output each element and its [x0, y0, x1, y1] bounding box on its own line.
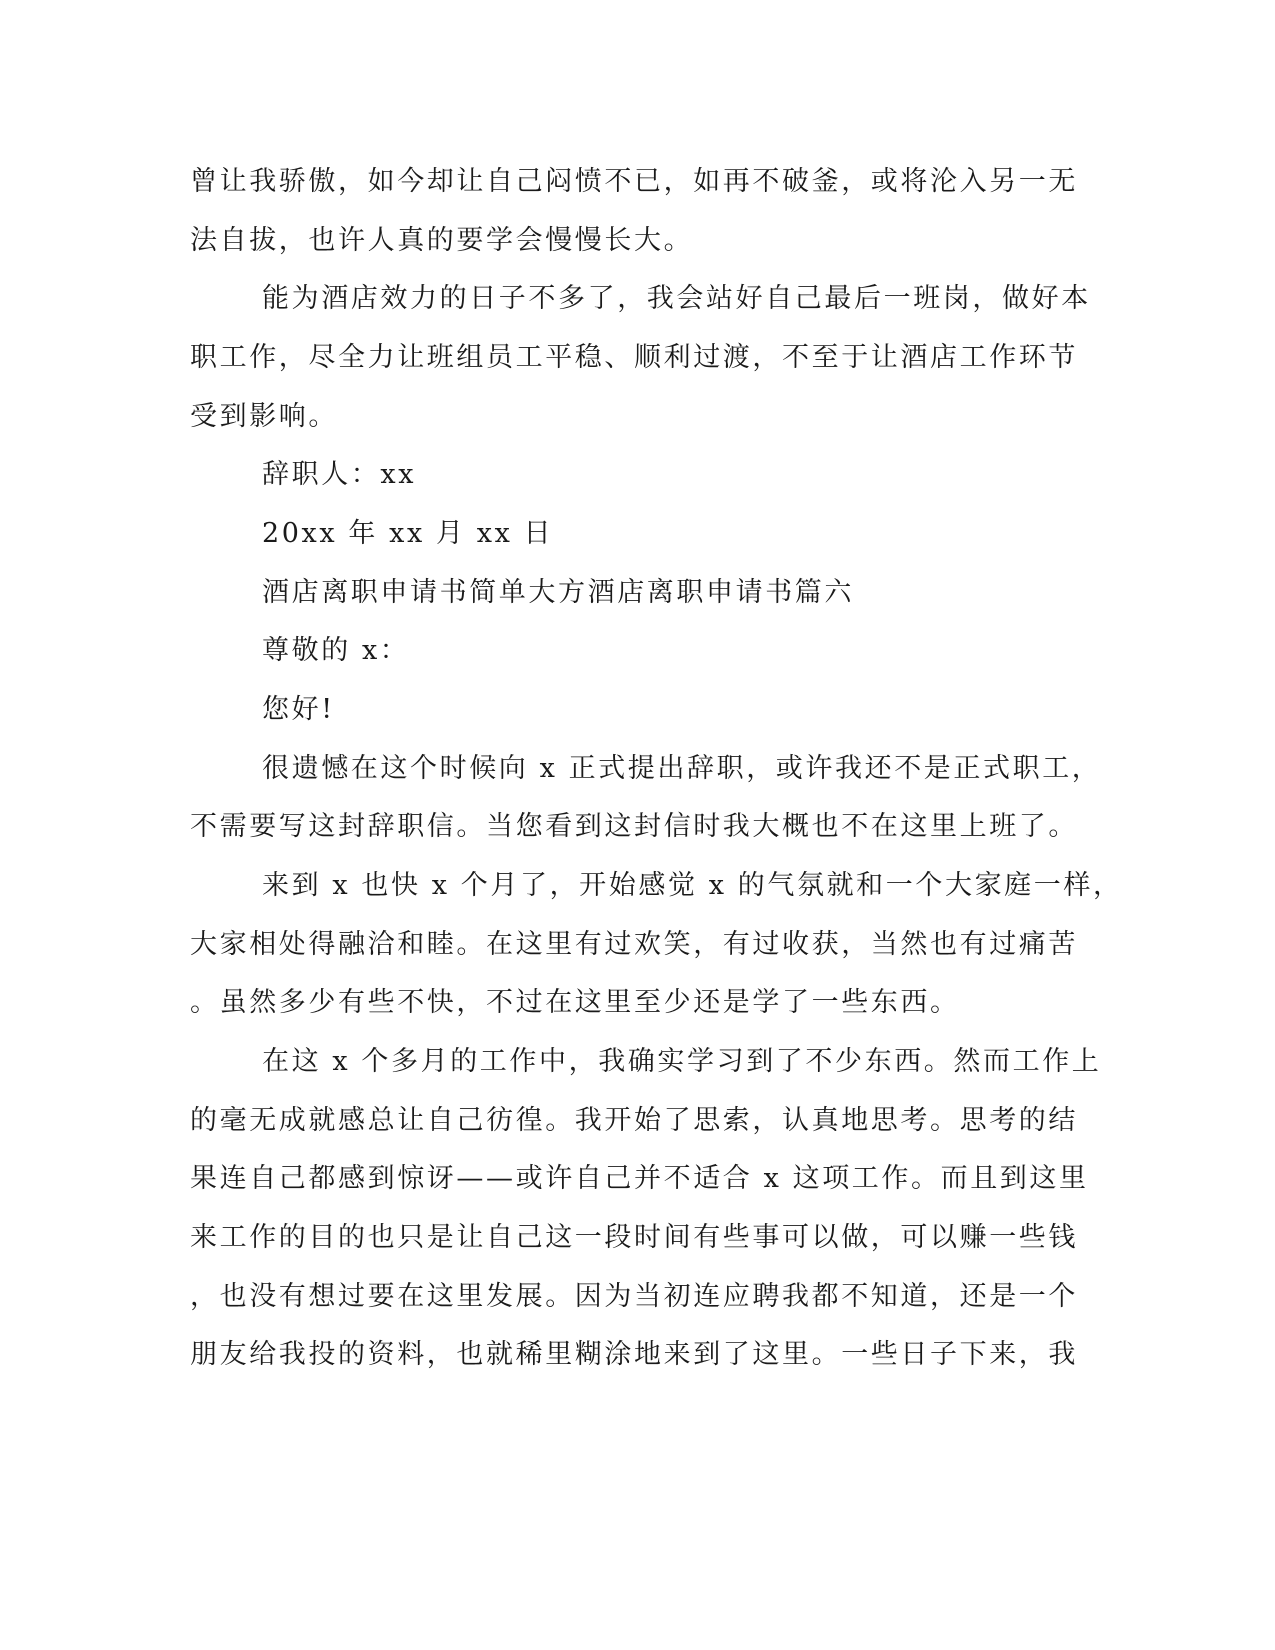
- section-title: 酒店离职申请书简单大方酒店离职申请书篇六: [262, 577, 854, 608]
- text-line: 受到影响。: [190, 401, 338, 432]
- date-line: 20xx 年 xx 月 xx 日: [262, 518, 554, 549]
- text-line: ，也没有想过要在这里发展。因为当初连应聘我都不知道，还是一个: [190, 1281, 1078, 1312]
- text-line: 法自拔，也许人真的要学会慢慢长大。: [190, 225, 694, 256]
- text-line: 在这 x 个多月的工作中，我确实学习到了不少东西。然而工作上: [262, 1046, 1102, 1077]
- text-line: 曾让我骄傲，如今却让自己闷愤不已，如再不破釜，或将沦入另一无: [190, 166, 1078, 197]
- text-line: 来工作的目的也只是让自己这一段时间有些事可以做，可以赚一些钱: [190, 1222, 1078, 1253]
- greeting: 您好!: [262, 694, 335, 725]
- text-line: 的毫无成就感总让自己彷徨。我开始了思索，认真地思考。思考的结: [190, 1105, 1078, 1136]
- text-line: 朋友给我投的资料，也就稀里糊涂地来到了这里。一些日子下来，我: [190, 1339, 1078, 1370]
- text-line: 果连自己都感到惊讶——或许自己并不适合 x 这项工作。而且到这里: [190, 1163, 1089, 1194]
- text-line: 不需要写这封辞职信。当您看到这封信时我大概也不在这里上班了。: [190, 811, 1078, 842]
- signature-line: 辞职人：xx: [262, 459, 417, 490]
- text-line: 大家相处得融洽和睦。在这里有过欢笑，有过收获，当然也有过痛苦: [190, 929, 1078, 960]
- text-line: 很遗憾在这个时候向 x 正式提出辞职，或许我还不是正式职工，: [262, 753, 1102, 784]
- text-line: 职工作，尽全力让班组员工平稳、顺利过渡，不至于让酒店工作环节: [190, 342, 1078, 373]
- salutation: 尊敬的 x：: [262, 635, 410, 666]
- text-line: 来到 x 也快 x 个月了，开始感觉 x 的气氛就和一个大家庭一样，: [262, 870, 1123, 901]
- text-line: 。虽然多少有些不快，不过在这里至少还是学了一些东西。: [190, 987, 960, 1018]
- text-line: 能为酒店效力的日子不多了，我会站好自己最后一班岗，做好本: [262, 283, 1091, 314]
